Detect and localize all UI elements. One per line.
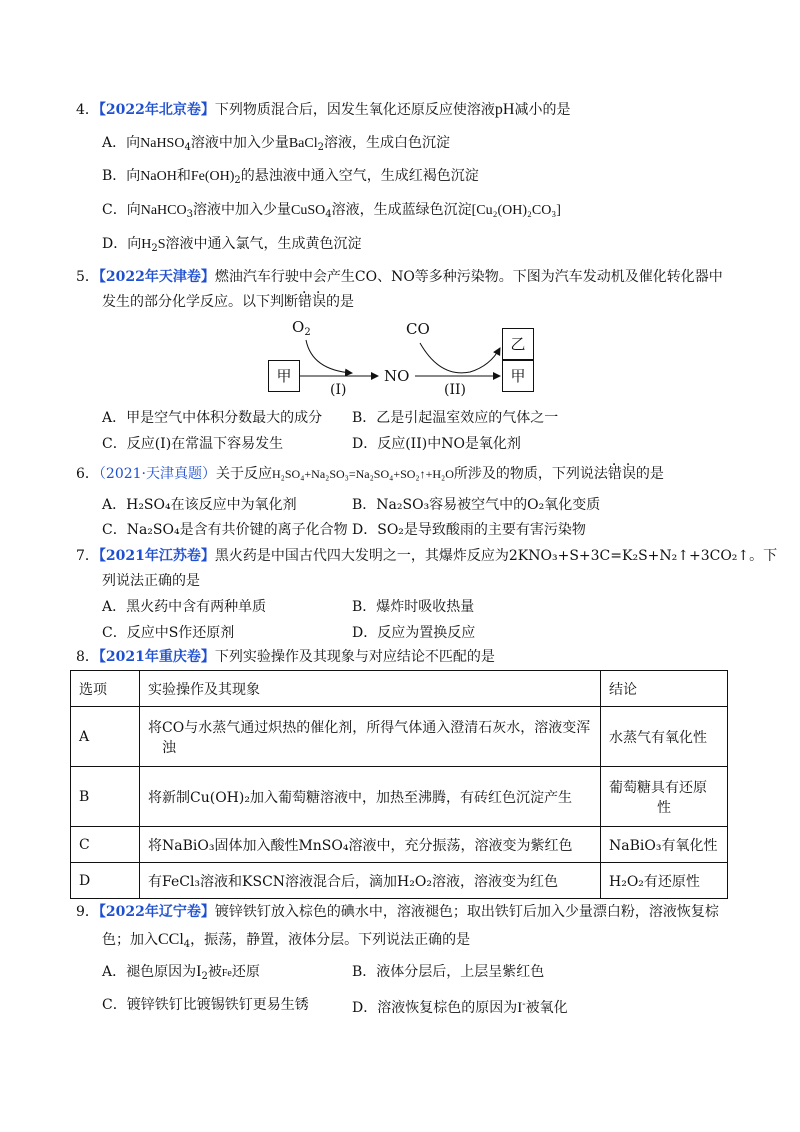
o2-label: $O_2$ (292, 318, 311, 338)
q9-stem-line1: 9．【2022年辽宁卷】镀锌铁钉放入棕色的碘水中，溶液褪色；取出铁钉后加入少量漂白粉，溶液恢复棕 (76, 904, 719, 920)
q8-table (70, 670, 728, 899)
q5-stem-line2: 发生的部分化学反应。以下判断错误的是 (102, 294, 354, 310)
q6-option-a: A．H₂SO₄在该反应中为氧化剂 (102, 497, 297, 513)
q4-stem: 4．【2022年北京卷】下列物质混合后，因发生氧化还原反应使溶液pH减小的是 (76, 101, 571, 118)
q7-option-c: C．反应中S作还原剂 (102, 625, 235, 641)
q6-stem: 6．（2021·天津真题）关于反应H₂SO₄+Na₂SO₃=Na₂SO₄+SO₂↑+H₂O所涉及的物质，下列说法错误的是 (76, 466, 664, 482)
q9-option-c: C．镀锌铁钉比镀锡铁钉更易生锈 (102, 997, 309, 1013)
table-row: A 将CO与水蒸气通过炽热的催化剂，所得气体通入澄清石灰水，溶液变浑 浊 水蒸气有氧化性 (71, 707, 728, 767)
q7-stem-line2: 列说法正确的是 (102, 573, 200, 589)
q5-option-b: B．乙是引起温室效应的气体之一 (352, 410, 559, 426)
table-row: B 将新制Cu(OH)₂加入葡萄糖溶液中，加热至沸腾，有砖红色沉淀产生 葡萄糖具有还原 性 (71, 767, 728, 827)
arrow-o2 (306, 340, 352, 373)
q5-option-a: A．甲是空气中体积分数最大的成分 (102, 410, 323, 426)
q8-source-tag: 【2021年重庆卷】 (98, 649, 215, 665)
q5-option-c: C．反应(I)在常温下容易发生 (102, 436, 284, 452)
arrow-co-to-yi (420, 343, 500, 373)
no-label: NO (384, 367, 410, 385)
box-jia-right: 甲 (502, 360, 534, 392)
q6-option-b: B．Na₂SO₃容易被空气中的O₂氧化变质 (352, 497, 601, 513)
q6-source-tag: （2021·天津真题） (98, 466, 217, 482)
q7-source-tag: 【2021年江苏卷】 (98, 548, 215, 564)
box-jia-left: 甲 (268, 360, 300, 392)
diagram-arrows (0, 0, 800, 420)
q4-option-a: A．向NaHSO$_4$溶液中加入少量BaCl$_2$溶液，生成白色沉淀 (102, 135, 450, 153)
table-row: C 将NaBiO₃固体加入酸性MnSO₄溶液中，充分振荡，溶液变为紫红色 NaBiO₃有氧化性 (71, 827, 728, 863)
q4-option-c: C．向NaHCO$_3$溶液中加入少量CuSO$_4$溶液，生成蓝绿色沉淀[Cu₂(OH)₂CO₃] (102, 202, 561, 220)
q4-option-d: D．向$H_2S$溶液中通入氯气，生成黄色沉淀 (102, 236, 362, 254)
q9-option-b: B．液体分层后，上层呈紫红色 (352, 964, 545, 980)
q9-stem-line2: 色；加入CCl$_4$，振荡，静置，液体分层。下列说法正确的是 (102, 931, 471, 950)
q8-stem: 8．【2021年重庆卷】下列实验操作及其现象与对应结论不匹配的是 (76, 649, 495, 665)
reaction-2-label: (II) (444, 382, 466, 398)
header-option: 选项 (71, 671, 140, 707)
co-label: CO (406, 320, 430, 338)
table-row: D 有FeCl₃溶液和KSCN溶液混合后，滴加H₂O₂溶液，溶液变为红色 H₂O₂有还原性 (71, 863, 728, 899)
header-operation: 实验操作及其现象 (140, 671, 601, 707)
q4-source-tag: 【2022年北京卷】 (98, 102, 215, 118)
q9-option-a: A．褪色原因为$I_2$被Fe还原 (102, 963, 260, 982)
q5-stem-line1: 5．【2022年天津卷】燃油汽车行驶中会产生CO、NO等多种污染物。下图为汽车发动机及催化转化器中 (76, 269, 723, 285)
header-conclusion: 结论 (601, 671, 728, 707)
q6-option-d: D．SO₂是导致酸雨的主要有害污染物 (352, 522, 586, 538)
q7-option-b: B．爆炸时吸收热量 (352, 599, 475, 615)
q4-option-b: B．向NaOH和$Fe(OH)_2$的悬浊液中通入空气，生成红褐色沉淀 (102, 168, 479, 186)
q6-option-c: C．Na₂SO₄是含有共价键的离子化合物 (102, 522, 348, 538)
q4-number: 4． (76, 102, 99, 118)
q7-stem-line1: 7．【2021年江苏卷】黑火药是中国古代四大发明之一，其爆炸反应为2KNO₃+S+3C=K₂S+N₂↑+3CO₂↑。下 (76, 548, 778, 564)
reaction-1-label: (I) (330, 382, 347, 398)
q7-option-d: D．反应为置换反应 (352, 625, 476, 641)
q5-option-d: D．反应(II)中NO是氧化剂 (352, 436, 521, 452)
box-yi: 乙 (502, 328, 534, 360)
q9-option-d: D．溶液恢复棕色的原因为I-被氧化 (352, 999, 568, 1016)
q9-source-tag: 【2022年辽宁卷】 (98, 904, 215, 920)
q7-option-a: A．黑火药中含有两种单质 (102, 599, 267, 615)
q5-source-tag: 【2022年天津卷】 (98, 269, 215, 285)
table-header-row (71, 671, 728, 707)
